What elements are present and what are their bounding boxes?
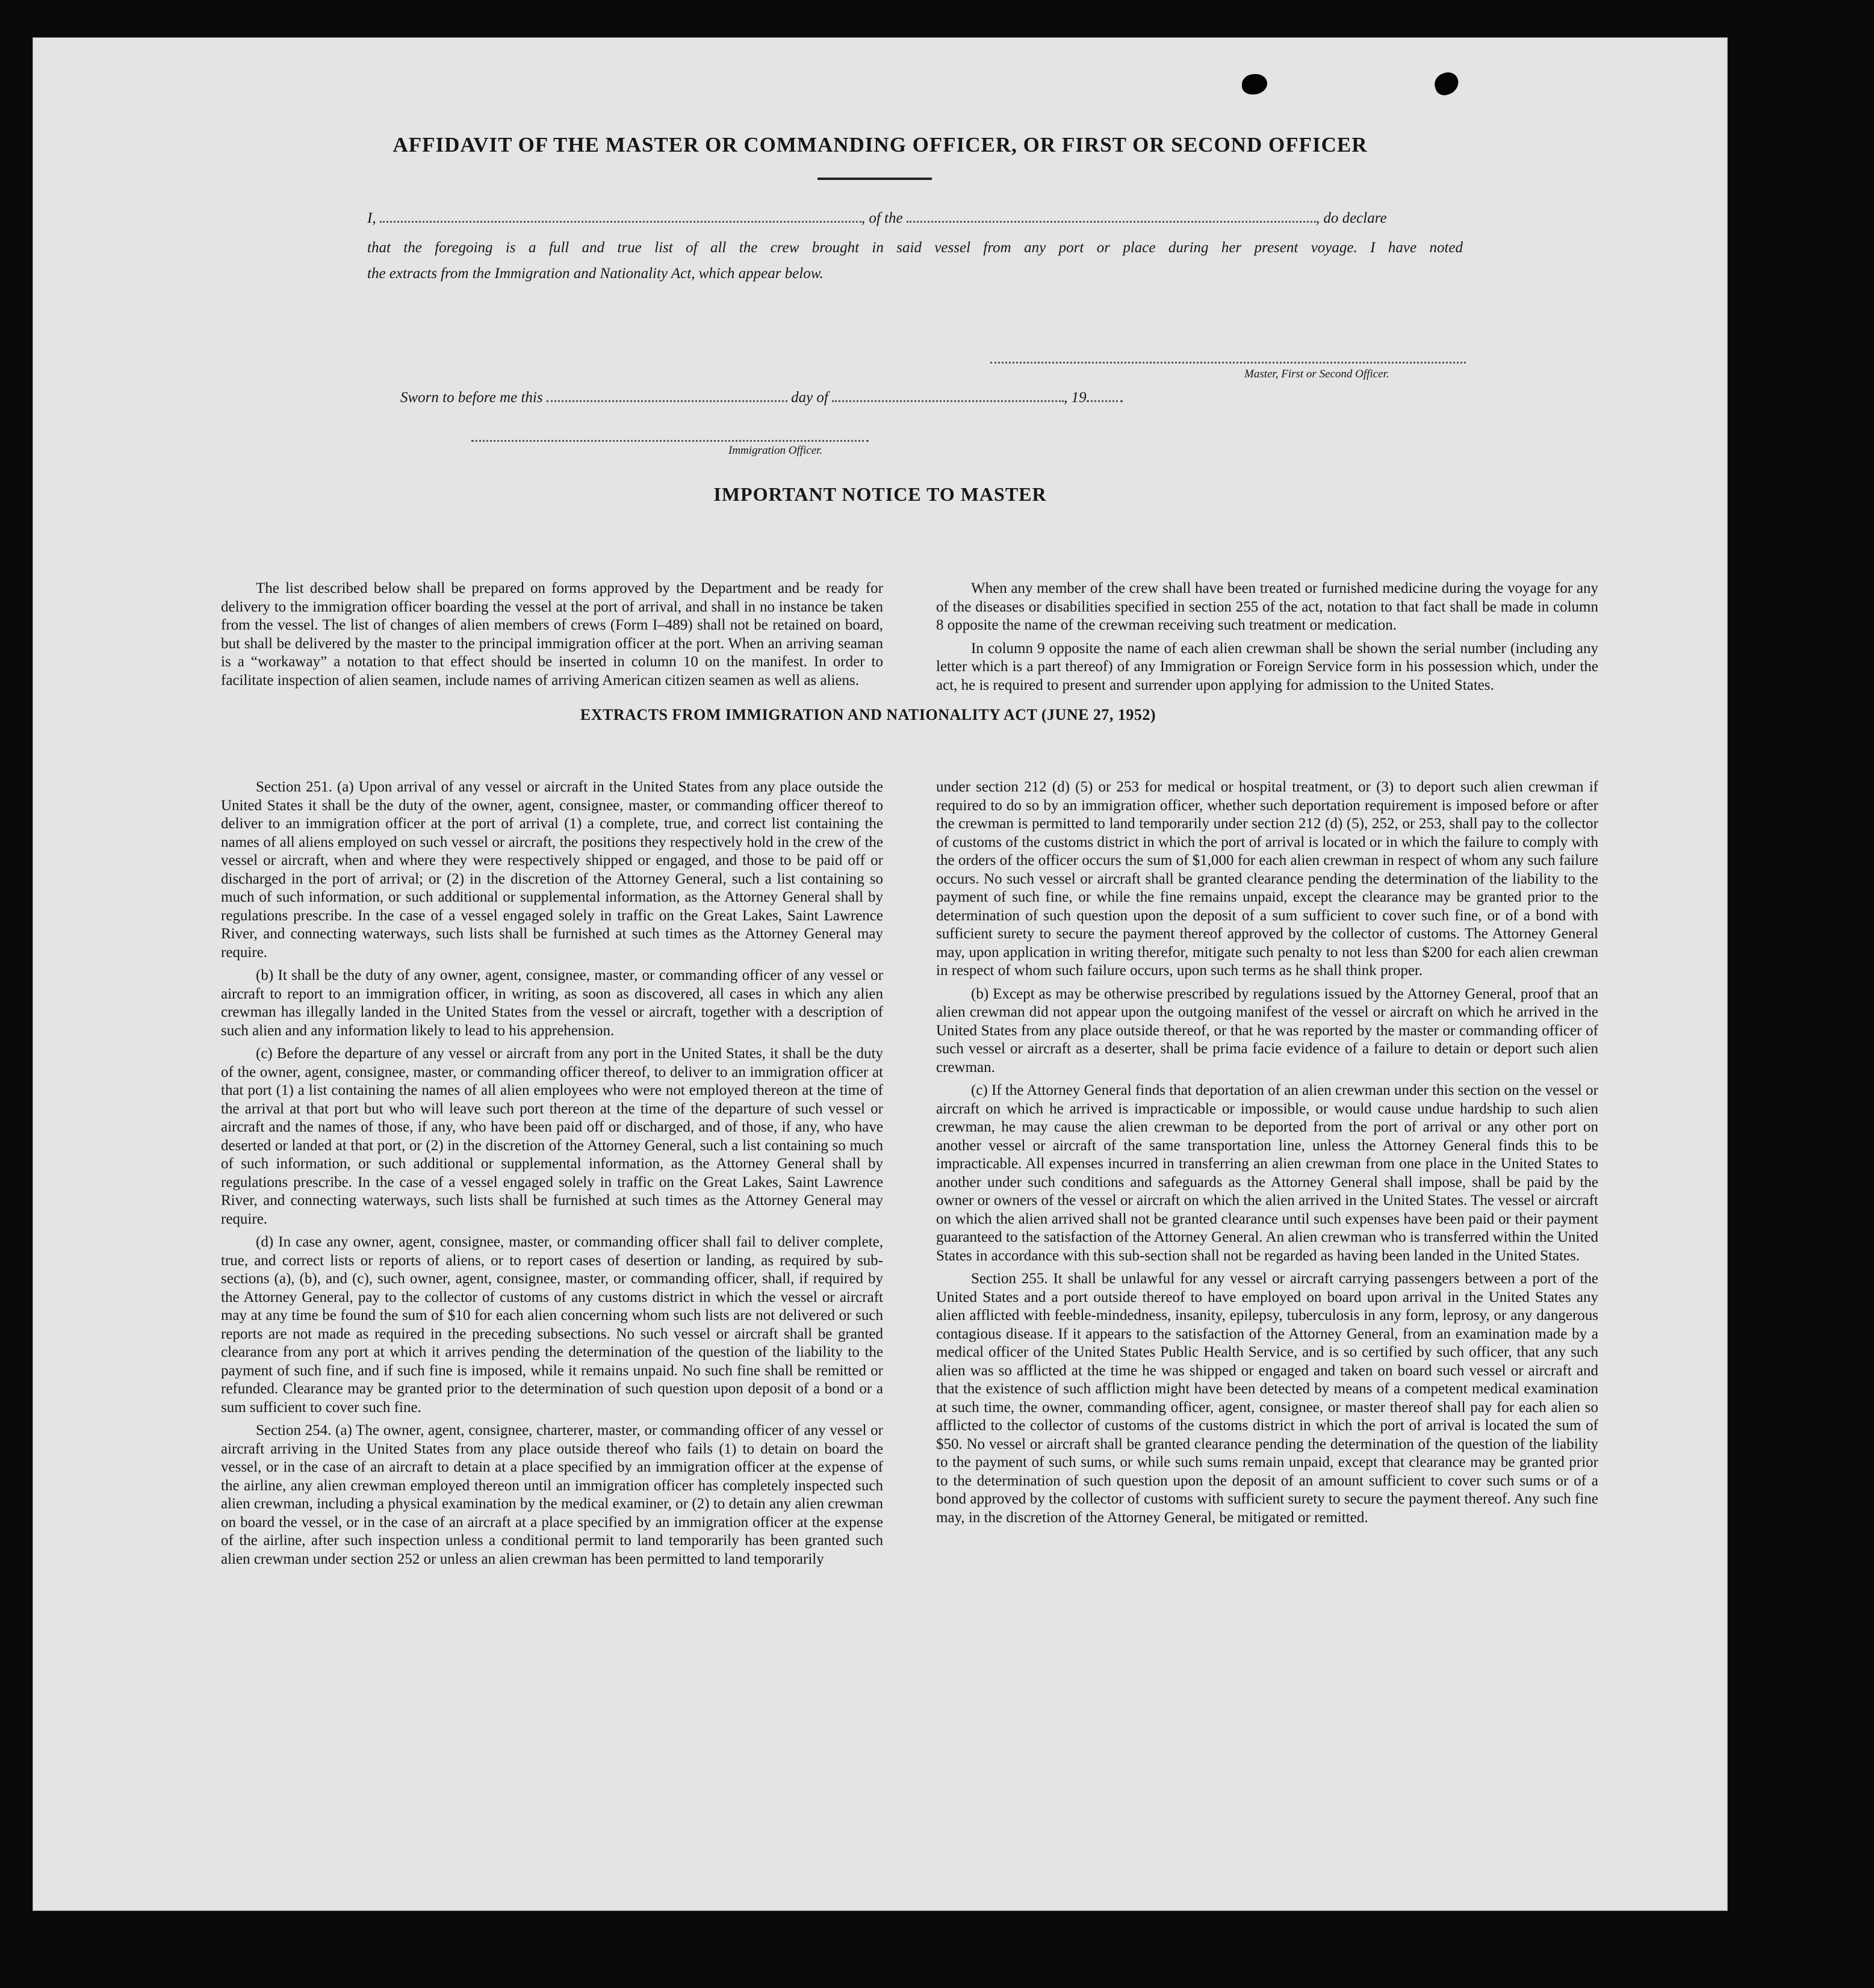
document-page [33,37,1728,1911]
extracts-right-column [936,778,1598,1532]
vessel-name-field[interactable] [907,210,1316,223]
section-251-b: (b) It shall be the duty of any owner, agent, consignee, master, or commanding officer of any vessel or aircraft to report to an immigration officer, in writing, as soon as discovered, all cases in which any alien crewman has illegally landed in the United States from the vessel or aircraft, together with a description of such alien and any information likely to lead to his apprehension. [221,967,883,1039]
declarant-name-field[interactable] [380,210,861,223]
section-251-a: Section 251. (a) Upon arrival of any vessel or aircraft in the United States from any place outside the United States it shall be the duty of the owner, agent, consignee, master, or commanding officer thereof to deliver to an immigration officer at the port of arrival (1) a complete, true, and correct list containing the names of all aliens employed on such vessel or aircraft, the positions they respectively hold in the crew of the vessel or aircraft, when and where they were respectively shipped or engaged, and those to be paid off or discharged in the port of arrival; or (2) in the discretion of the Attorney General, such a list containing so much of such information, or such additional or supplemental information, as the Attorney General shall by regulations prescribe. In the case of a vessel engaged solely in traffic on the Great Lakes, Saint Lawrence River, and connecting waterways, such lists shall be furnished at such times as the Attorney General may require. [221,779,883,961]
section-254-a-cont: under section 212 (d) (5) or 253 for medical or hospital treatment, or (3) to deport such alien crewman if required to do so by an immigration officer, whether such deportation requirement is imposed before or after the crewman is permitted to land temporarily under section 212 (d) (5), 252, or 253, shall pay to the collector of customs of the customs district in which the port of arrival is located or in which the failure to comply with the orders of the officer occurs the sum of $1,000 for each alien crewman in respect of whom any such failure occurs. No such vessel or aircraft shall be granted clearance pending the determination of the liability to the payment of such fine, or while the fine remains unpaid, except the clearance may be granted prior to the determination of such question upon the deposit of a sum sufficient to cover such fine, or of a bond with sufficient surety to secure the payment thereof approved by the collector of customs. The Attorney General may, upon application in writing therefor, mitigate such penalty to not less than $200 for each alien crewman in respect of whom such failure occurs, upon such terms as he shall think proper. [936,779,1598,979]
affidavit-declaration-line [367,210,1387,227]
year-label: , 19 [1064,389,1087,406]
day-of-label: day of [791,389,828,406]
extracts-title: EXTRACTS FROM IMMIGRATION AND NATIONALITY ACT (JUNE 27, 1952) [580,706,1156,723]
ink-blot [1242,74,1267,94]
of-the-label: , of the [861,210,903,226]
extracts-left-column [221,778,883,1573]
notice-title: IMPORTANT NOTICE TO MASTER [713,483,1047,505]
master-signature-field[interactable] [990,362,1466,364]
officer-signature-field[interactable] [471,440,869,442]
notice-paragraph: When any member of the crew shall have been treated or furnished medicine during the voyage for any of the diseases or disabilities specified in section 255 of the act, notation to that fact shall be made in column 8 opposite the name of the crewman receiving such treatment or medication. [936,580,1598,633]
section-251-d: (d) In case any owner, agent, consignee, master, or commanding officer shall fail to deliver complete, true, and correct lists or reports of aliens, or to report cases of desertion or landing, as required by sub-sections (a), (b), and (c), such owner, agent, consignee, master, or commanding officer, shall, if required by the Attorney General, pay to the collector of customs of any customs district in which the vessel or aircraft may at any time be found the sum of $10 for each alien concerning whom such lists are not delivered or such reports are not made as required in the preceding subsections. No such vessel or aircraft shall be granted clearance from any port at which it arrives pending the determination of the question of the liability to the payment of such fine, and if such fine is imposed, while it remains unpaid. No such fine shall be remitted or refunded. Clearance may be granted prior to the determination of such question upon deposit of a bond or a sum sufficient to cover such fine. [221,1234,883,1416]
do-declare-label: , do declare [1315,210,1387,226]
affidavit-statement: that the foregoing is a full and true list of all the crew brought in said vessel from any port or place during her present voyage. I have noted [367,240,1463,256]
officer-signature-caption: Immigration Officer. [728,444,823,457]
section-255: Section 255. It shall be unlawful for any vessel or aircraft carrying passengers between a port of the United States and a port outside thereof to have employed on board upon arrival in the United States any alien afflicted with feeble-mindedness, insanity, epilepsy, tuberculosis in any form, leprosy, or any dangerous contagious disease. If it appears to the satisfaction of the Attorney General, from an examination made by a medical officer of the United States Public Health Service, and is so certified by such officer, that any such alien was so afflicted at the time he was shipped or engaged and taken on board such vessel or aircraft and that the existence of such affliction might have been detected by means of a competent medical examination at such time, the owner, commanding officer, agent, consignee, or master thereof shall pay for each alien so afflicted to the collector of customs of the customs district in which the port of arrival is located the sum of $50. No vessel or aircraft shall be granted clearance pending the determination of the question of the liability to the payment of such sums, or while such sums remain unpaid, except that clearance may be granted prior to the determination of such question upon the deposit of an amount sufficient to cover such sums or of a bond approved by the collector of customs with sufficient surety to secure the payment thereof. Any such fine may, in the discretion of the Attorney General, be mitigated or remitted. [936,1271,1598,1526]
sworn-label: Sworn to before me this [400,389,543,406]
sworn-year-field[interactable] [1087,389,1123,402]
section-254-a: Section 254. (a) The owner, agent, consignee, charterer, master, or commanding officer of any vessel or aircraft arriving in the United States from any place outside thereof who fails (1) to detain on board the vessel, or in the case of an aircraft to detain at a place specified by an immigration officer at the expense of the airline, any alien crewman employed thereon until an immigration officer has completely inspected such alien crewman, including a physical examination by the medical examiner, or (2) to detain any alien crewman on board the vessel, or in the case of an aircraft at a place specified by an immigration officer at the expense of the airline, after such inspection unless a conditional permit to land temporarily has been granted such alien crewman under section 252 or unless an alien crewman has been permitted to land temporarily [221,1422,883,1567]
notice-paragraph: In column 9 opposite the name of each alien crewman shall be shown the serial number (including any letter which is a part thereof) of any Immigration or Foreign Service form in his possession which, under the act, he is required to present and surrender upon applying for admission to the United States. [936,640,1598,693]
sworn-month-field[interactable] [832,389,1064,402]
sworn-line [400,389,1123,406]
sworn-day-field[interactable] [547,389,787,402]
affidavit-title: AFFIDAVIT OF THE MASTER OR COMMANDING OFFICER, OR FIRST OR SECOND OFFICER [392,133,1368,156]
notice-left-column [221,580,883,695]
i-label: I, [367,210,376,226]
notice-right-column [936,580,1598,699]
section-254-c: (c) If the Attorney General finds that deportation of an alien crewman under this section on the vessel or aircraft on which he arrived is impracticable or impossible, or would cause undue hardship to such alien crewman, he may cause the alien crewman to be deported from the port of arrival or any other port on another vessel or aircraft of the same transportation line, unless the Attorney General finds this to be impracticable. All expenses incurred in transferring an alien crewman from one place in the United States to another under such conditions and safeguards as the Attorney General shall impose, shall be paid by the owner or owners of the vessel or aircraft on which the alien arrived in the United States. The vessel or aircraft on which the alien arrived shall not be granted clearance until such expenses have been paid or their payment guaranteed to the satisfaction of the Attorney General. An alien crewman who is transferred within the United States in accordance with this sub-section shall not be regarded as having been landed in the United States. [936,1082,1598,1264]
master-signature-caption: Master, First or Second Officer. [1244,368,1389,380]
title-underline [818,178,932,180]
notice-paragraph: The list described below shall be prepared on forms approved by the Department and be ready for delivery to the immigration officer boarding the vessel at the port of arrival, and shall in no instance be taken from the vessel. The list of changes of alien members of crews (Form I–489) shall not be retained on board, but shall be delivered by the master to the principal immigration officer at the port. When an arriving seaman is a “workaway” a notation to that effect should be inserted in column 10 on the manifest. In order to facilitate inspection of alien seamen, include names of arriving American citizen seamen as well as aliens. [221,580,883,689]
ink-blot [1432,70,1461,98]
section-251-c: (c) Before the departure of any vessel or aircraft from any port in the United States, it shall be the duty of the owner, agent, consignee, master, or commanding officer thereof, to deliver to an immigration officer at that port (1) a list containing the names of all alien employees who were not employed thereon at the time of the arrival at that port but who will leave such port thereon at the time of the departure of such vessel or aircraft and the names of those, if any, who have been paid off or discharged, and of those, if any, who have deserted or landed at that port, or (2) in the discretion of the Attorney General, such a list containing so much of such information, or such additional or supplemental information, as the Attorney General shall by regulations prescribe. In the case of a vessel engaged solely in traffic on the Great Lakes, Saint Lawrence River, and connecting waterways, such lists shall be furnished at such times as the Attorney General may require. [221,1045,883,1227]
section-254-b: (b) Except as may be otherwise prescribed by regulations issued by the Attorney General, proof that an alien crewman did not appear upon the outgoing manifest of the vessel or aircraft on which he arrived in the United States from any place outside thereof, or that he was reported by the master or commanding officer of such vessel or aircraft as a deserter, shall be prima facie evidence of a failure to detain or deport such alien crewman. [936,985,1598,1076]
affidavit-statement-cont: the extracts from the Immigration and Nationality Act, which appear below. [367,265,824,282]
